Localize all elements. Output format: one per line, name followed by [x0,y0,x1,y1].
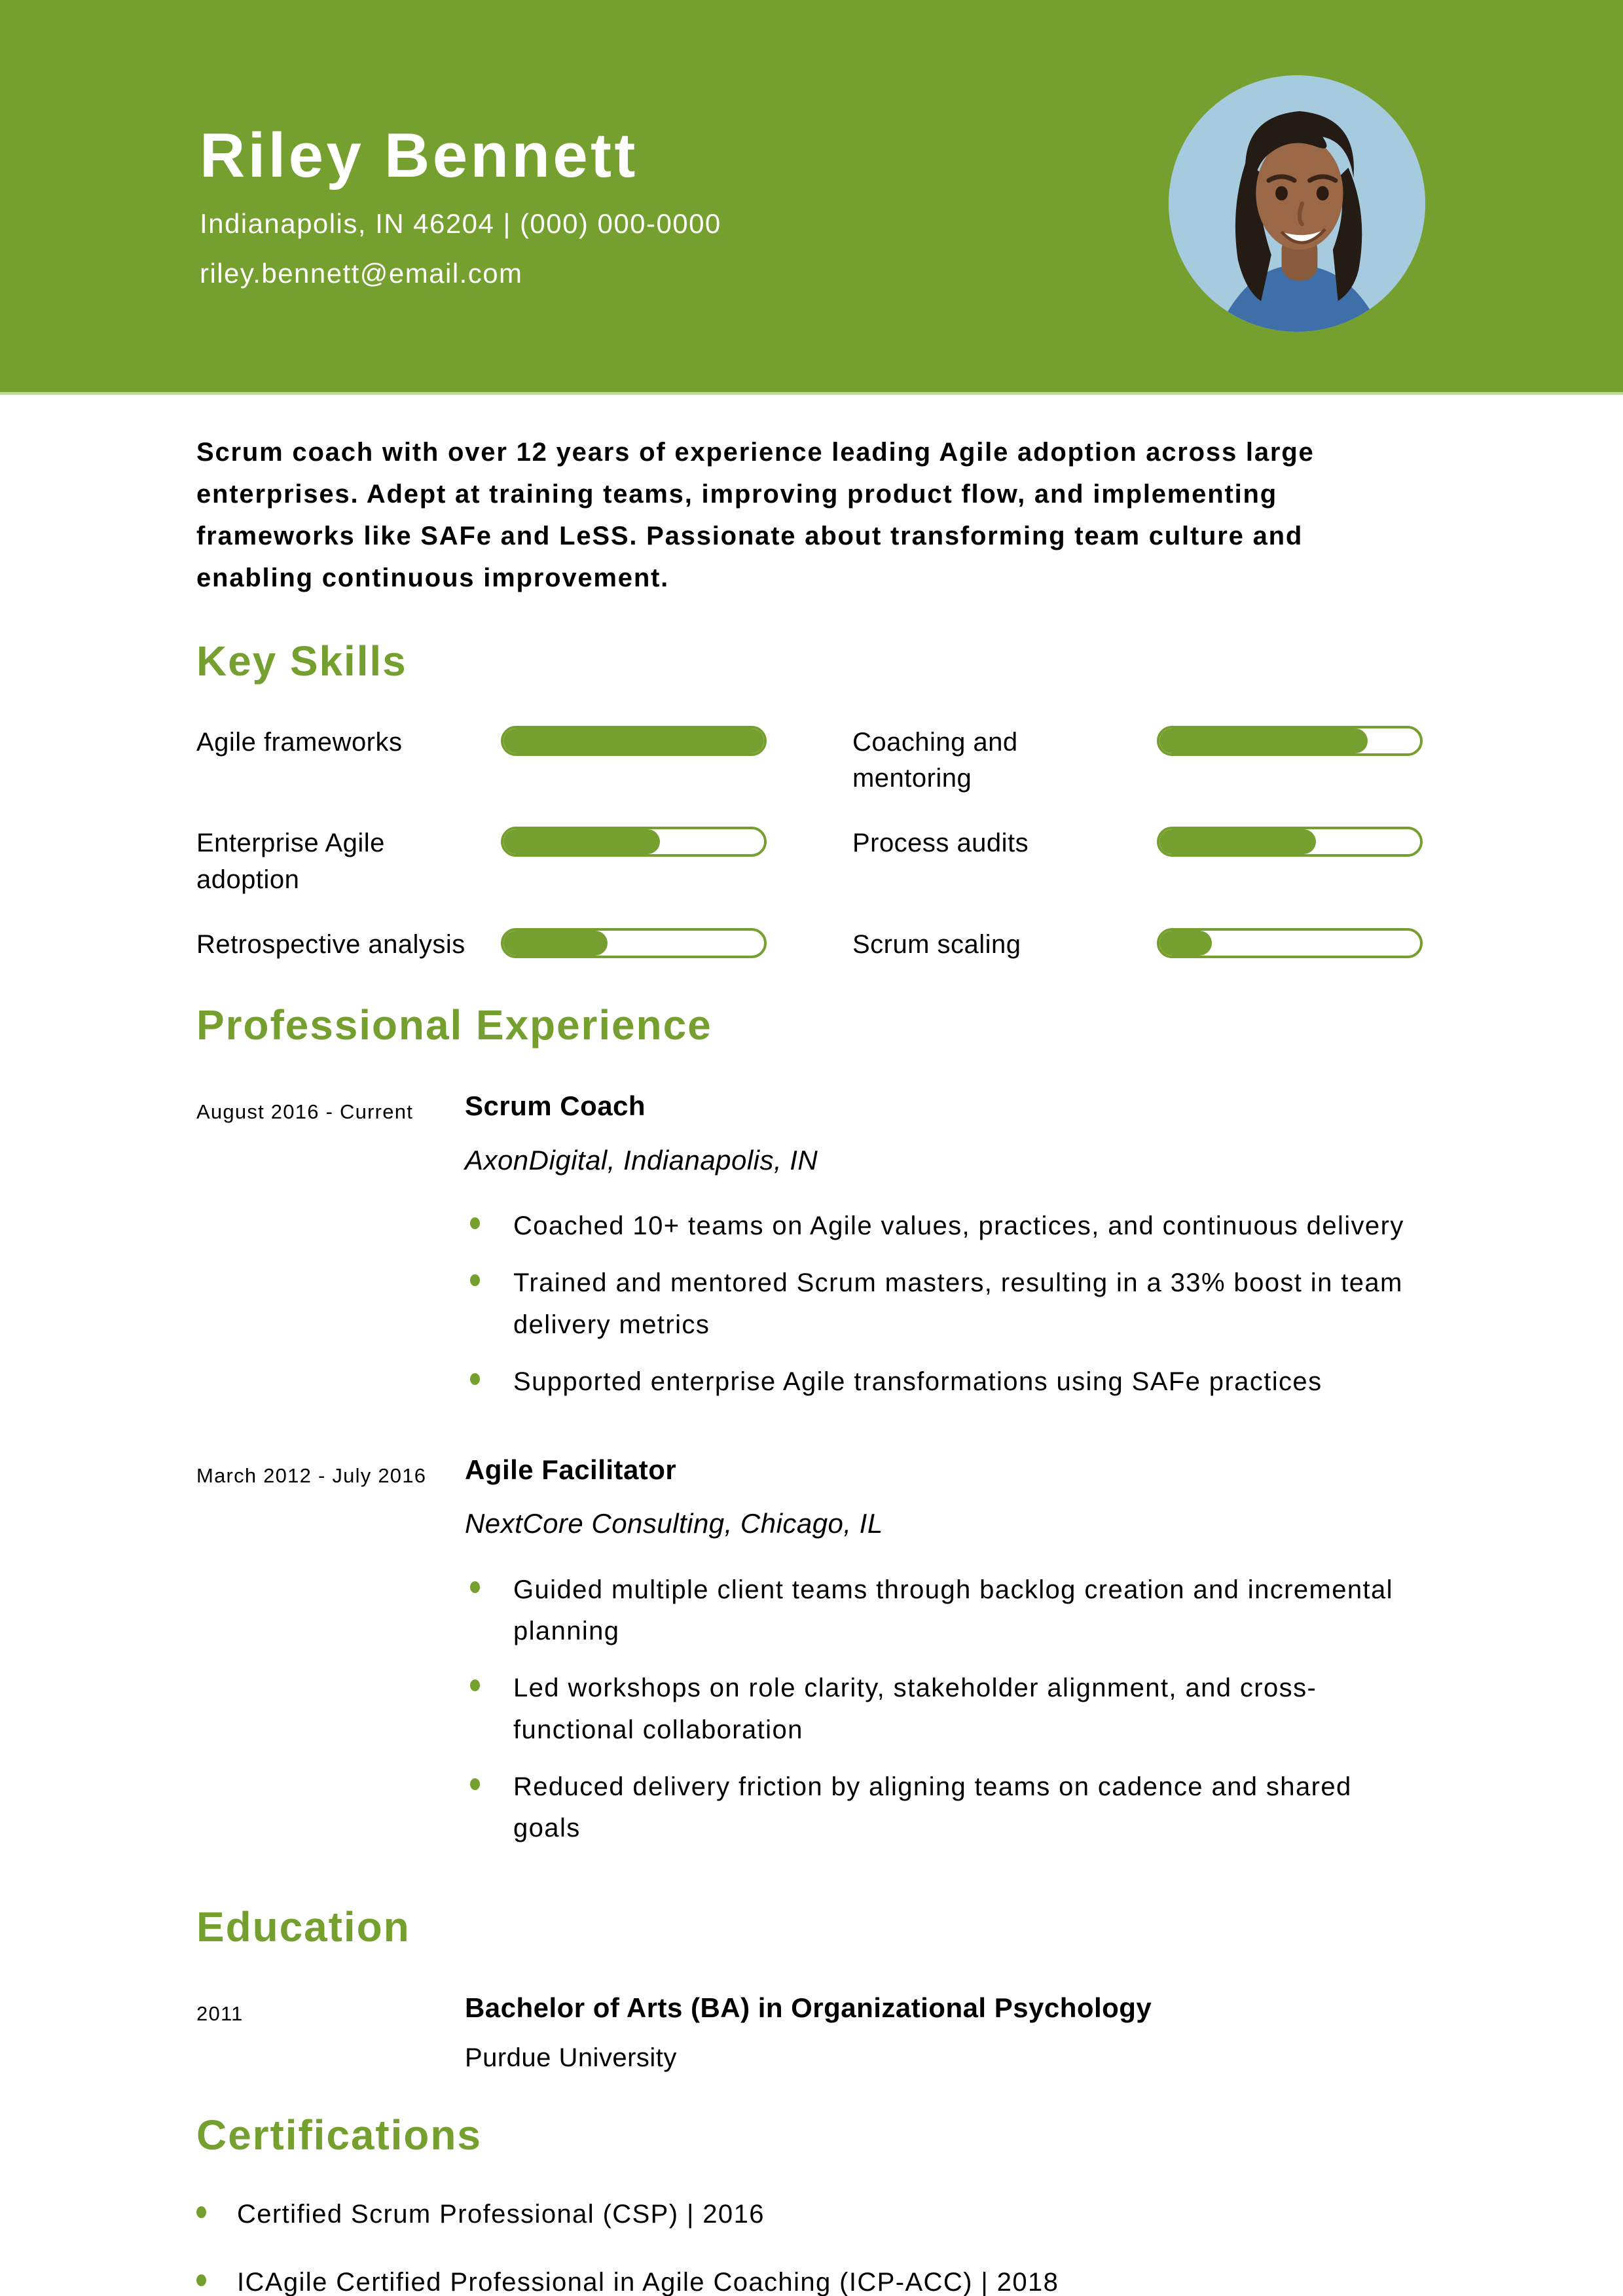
section-heading-certifications: Certifications [196,2111,482,2159]
skill-level-bar [501,827,767,857]
bullet-dot-icon [470,1217,480,1229]
skill-level-bar [501,928,767,958]
section-heading-education: Education [196,1903,410,1951]
bullet-text: Reduced delivery friction by aligning teams on cadence and shared goals [513,1772,1352,1842]
certifications-list [196,2195,1427,2296]
experience-entry [196,1452,1427,1865]
bullet-item [465,1570,1427,1652]
skill-label: Agile frameworks [196,728,403,757]
bullet-item [465,1206,1427,1247]
skill-level-bar [1157,726,1423,756]
job-company: NextCore Consulting, Chicago, IL [465,1508,883,1539]
skill-label: Enterprise Agile adoption [196,829,385,894]
skill-level-fill [1159,931,1212,956]
bullet-item [465,1668,1427,1750]
bullet-text: Trained and mentored Scrum masters, resulting in a 33% boost in team delivery metrics [513,1268,1403,1339]
skill-level-fill [503,728,764,753]
profile-photo [1169,75,1425,332]
avatar-illustration [1169,75,1425,332]
bullet-dot-icon [470,1373,480,1385]
resume-body [0,431,1623,2296]
bullet-text: Guided multiple client teams through backlog creation and incremental planning [513,1575,1393,1646]
experience-entry [196,1088,1427,1418]
skill-row [852,725,1427,797]
skill-label: Coaching and mentoring [852,728,1018,793]
bullet-item [465,1767,1427,1849]
bullet-text: Coached 10+ teams on Agile values, practices, and continuous delivery [513,1211,1404,1241]
skill-level-bar [1157,928,1423,958]
skill-row [852,927,1427,963]
job-bullets [465,1570,1427,1849]
bullet-dot-icon [470,1679,480,1691]
bullet-item [196,2195,1427,2234]
skill-level-fill [503,829,660,854]
skill-label: Process audits [852,829,1029,858]
education-degree: Bachelor of Arts (BA) in Organizational Psychology [465,1992,1152,2024]
bullet-dot-icon [470,1778,480,1790]
skills-grid [196,725,1427,963]
skill-row [196,725,771,797]
bullet-text: ICAgile Certified Professional in Agile Coaching (ICP-ACC) | 2018 [237,2267,1059,2296]
experience-list [196,1088,1427,1865]
bullet-item [465,1361,1427,1403]
name: Riley Bennett [200,120,638,190]
education-school: Purdue University [465,2043,677,2072]
job-dates: March 2012 - July 2016 [196,1463,427,1487]
section-heading-key-skills: Key Skills [196,637,407,685]
job-title: Agile Facilitator [465,1454,677,1485]
skill-level-fill [503,931,608,956]
job-dates: August 2016 - Current [196,1100,414,1123]
skill-label: Scrum scaling [852,929,1021,959]
email: riley.bennett@email.com [200,258,523,289]
bullet-text: Certified Scrum Professional (CSP) | 2016 [237,2199,765,2229]
bullet-item [465,1263,1427,1345]
skill-level-fill [1159,728,1368,753]
skill-label: Retrospective analysis [196,929,465,959]
section-heading-experience: Professional Experience [196,1001,712,1049]
bullet-dot-icon [196,2206,206,2218]
job-title: Scrum Coach [465,1090,646,1121]
skill-level-bar [501,726,767,756]
skill-level-bar [1157,827,1423,857]
skill-row [852,825,1427,897]
location-phone: Indianapolis, IN 46204 | (000) 000-0000 [200,207,721,239]
bullet-text: Supported enterprise Agile transformations using SAFe practices [513,1367,1322,1396]
job-company: AxonDigital, Indianapolis, IN [465,1144,818,1175]
job-bullets [465,1206,1427,1403]
bullet-dot-icon [470,1581,480,1593]
bullet-dot-icon [196,2274,206,2286]
bullet-text: Led workshops on role clarity, stakeholder alignment, and cross-functional collaboration [513,1674,1317,1744]
header [0,0,1623,395]
skill-row [196,927,771,963]
summary-paragraph: Scrum coach with over 12 years of experience leading Agile adoption across large enterprises. Adept at training teams, improving product flow, and implementing frameworks like SAFe and LeSS. Passionate about transforming team culture and enabling continuous improvement. [196,438,1315,592]
bullet-item [196,2263,1427,2296]
bullet-dot-icon [470,1274,480,1286]
education-entry [196,1990,1427,2073]
skill-row [196,825,771,897]
skill-level-fill [1159,829,1316,854]
education-dates: 2011 [196,2002,244,2026]
